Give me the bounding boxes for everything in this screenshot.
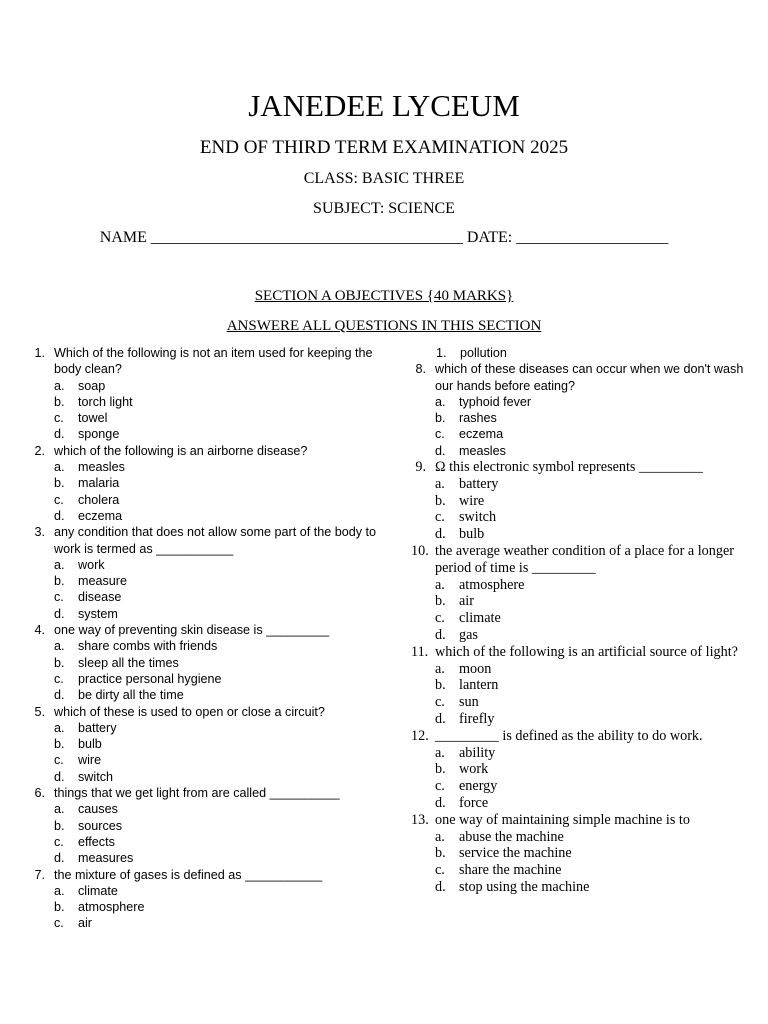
answer-option — [435, 509, 761, 526]
option-text: sources — [78, 818, 123, 833]
option-letter: b. — [435, 845, 446, 862]
option-letter: b. — [54, 394, 65, 409]
option-letter: c. — [54, 834, 64, 849]
option-text: sponge — [78, 427, 120, 442]
question-block — [30, 345, 380, 443]
question-number: 5. — [34, 704, 45, 719]
option-text: practice personal hygiene — [78, 671, 222, 686]
option-text: energy — [459, 778, 498, 795]
option-letter: d. — [54, 851, 65, 866]
option-text: causes — [78, 802, 118, 817]
option-text: measles — [78, 460, 125, 475]
question-block — [411, 361, 761, 459]
questions-left-column — [30, 345, 380, 932]
answer-option — [435, 795, 761, 812]
answer-option — [54, 394, 380, 410]
answer-option — [435, 394, 761, 410]
answer-option — [435, 778, 761, 795]
question-text: which of these is used to open or close a circuit? — [54, 704, 325, 719]
option-text: measles — [459, 443, 506, 458]
right-question-list — [411, 361, 761, 896]
answer-option — [435, 627, 761, 644]
question-number: 4. — [34, 623, 45, 638]
answer-option — [435, 829, 761, 846]
option-letter: a. — [435, 475, 445, 492]
option-letter: b. — [435, 761, 446, 778]
option-letter: b. — [54, 900, 65, 915]
option-letter: d. — [54, 508, 65, 523]
option-letter: a. — [54, 460, 65, 475]
question-text: which of the following is an airborne disease? — [54, 443, 308, 458]
option-text: eczema — [459, 427, 504, 442]
question — [30, 622, 380, 638]
question-number: 10. — [411, 543, 429, 560]
question-text: which of the following is an artificial source of light? — [435, 643, 738, 660]
question-number: 6. — [34, 786, 45, 801]
question-text: the average weather condition of a place for a longer period of time is _________ — [435, 543, 734, 576]
question — [30, 867, 380, 883]
item-text: pollution — [460, 346, 507, 360]
option-letter: d. — [54, 688, 65, 703]
question-text: Which of the following is not an item used for keeping the body clean? — [54, 346, 373, 377]
answer-option — [54, 638, 380, 654]
question-text: things that we get light from are called __________ — [54, 786, 340, 801]
option-letter: a. — [54, 557, 65, 572]
option-text: sun — [459, 694, 479, 711]
option-letter: b. — [435, 492, 446, 509]
answer-option — [54, 850, 380, 866]
option-letter: c. — [54, 753, 64, 768]
option-text: climate — [459, 610, 501, 627]
option-letter: c. — [54, 916, 64, 931]
answer-option — [54, 410, 380, 426]
option-letter: d. — [435, 526, 446, 543]
question-block — [30, 443, 380, 524]
question-block — [411, 459, 761, 543]
question-number: 8. — [415, 362, 426, 377]
question-block — [30, 785, 380, 866]
answer-option — [54, 915, 380, 931]
option-letter: b. — [54, 655, 65, 670]
question-number: 7. — [34, 867, 45, 882]
question — [30, 785, 380, 801]
option-text: system — [78, 606, 118, 621]
question-text: one way of maintaining simple machine is to — [435, 811, 690, 828]
question-number: 13. — [411, 811, 429, 828]
option-letter: a. — [435, 660, 445, 677]
answer-option — [54, 606, 380, 622]
option-text: battery — [78, 720, 117, 735]
answer-option — [54, 378, 380, 394]
answer-option — [435, 426, 761, 442]
option-letter: b. — [54, 574, 65, 589]
option-letter: c. — [54, 671, 64, 686]
item-number: 1. — [436, 346, 447, 360]
option-text: wire — [459, 492, 485, 509]
question-number: 3. — [34, 525, 45, 540]
option-text: air — [78, 916, 92, 931]
option-text: measure — [78, 574, 127, 589]
exam-title: END OF THIRD TERM EXAMINATION 2025 — [199, 137, 569, 158]
answer-option — [54, 655, 380, 671]
option-letter: d. — [54, 769, 65, 784]
option-letter: a. — [54, 378, 65, 393]
option-text: lantern — [459, 677, 499, 694]
option-text: rashes — [459, 411, 497, 426]
answer-option — [435, 410, 761, 426]
answer-option — [435, 677, 761, 694]
answer-option — [54, 818, 380, 834]
option-letter: c. — [435, 694, 445, 711]
option-letter: c. — [54, 590, 64, 605]
question-text: which of these diseases can occur when we don't wash our hands before eating? — [435, 362, 744, 393]
option-letter: a. — [435, 744, 445, 761]
question-block — [411, 812, 761, 896]
question — [30, 524, 380, 557]
option-letter: b. — [435, 677, 446, 694]
option-letter: d. — [435, 627, 446, 644]
answer-option — [435, 610, 761, 627]
option-text: battery — [459, 475, 499, 492]
question — [411, 459, 761, 476]
option-text: gas — [459, 627, 478, 644]
option-text: soap — [78, 378, 106, 393]
option-letter: d. — [54, 427, 65, 442]
answer-option — [435, 711, 761, 728]
question-block — [411, 728, 761, 812]
question — [30, 704, 380, 720]
question-text: Ω this electronic symbol represents _________ — [435, 459, 703, 476]
option-letter: a. — [54, 720, 65, 735]
question — [411, 728, 761, 745]
question-block — [30, 867, 380, 932]
option-letter: b. — [435, 411, 446, 426]
option-text: firefly — [459, 711, 495, 728]
name-date-line: NAME _______________________________________ DATE: ___________________ — [99, 229, 669, 246]
option-text: typhoid fever — [459, 394, 532, 409]
answer-option — [54, 492, 380, 508]
answer-option — [54, 752, 380, 768]
option-text: share combs with friends — [78, 639, 218, 654]
question-text: the mixture of gases is defined as ___________ — [54, 867, 323, 882]
answer-option — [435, 694, 761, 711]
option-letter: b. — [54, 737, 65, 752]
question — [411, 543, 761, 577]
answer-option — [54, 834, 380, 850]
question-text: one way of preventing skin disease is _________ — [54, 623, 330, 638]
option-letter: b. — [54, 476, 65, 491]
option-text: atmosphere — [459, 576, 525, 593]
answer-option — [435, 862, 761, 879]
option-letter: c. — [54, 492, 64, 507]
option-text: stop using the machine — [459, 879, 590, 895]
answer-option — [435, 879, 761, 896]
option-letter: d. — [435, 879, 446, 895]
option-text: malaria — [78, 476, 120, 491]
answer-option — [54, 883, 380, 899]
answer-option — [435, 845, 761, 862]
school-name: JANEDEE LYCEUM — [248, 88, 520, 123]
question-text: _________ is defined as the ability to do work. — [435, 727, 703, 744]
option-letter: b. — [435, 593, 446, 610]
answer-option — [54, 475, 380, 491]
option-letter: d. — [54, 606, 65, 621]
answer-option — [54, 426, 380, 442]
option-letter: c. — [435, 862, 445, 879]
option-letter: a. — [435, 394, 446, 409]
answer-option — [54, 573, 380, 589]
option-text: service the machine — [459, 845, 572, 862]
question-number: 11. — [411, 643, 429, 660]
answer-option — [435, 761, 761, 778]
answer-option — [54, 508, 380, 524]
question-block — [30, 704, 380, 785]
option-letter: a. — [435, 576, 445, 593]
answer-option — [435, 493, 761, 510]
answer-option — [54, 671, 380, 687]
question-number: 9. — [415, 459, 426, 476]
option-letter: a. — [54, 802, 65, 817]
answer-option — [435, 593, 761, 610]
option-text: moon — [459, 660, 492, 677]
subject-label: SUBJECT: SCIENCE — [313, 200, 455, 217]
question-number: 12. — [411, 727, 429, 744]
answer-option — [54, 687, 380, 703]
option-text: bulb — [78, 737, 102, 752]
answer-option — [435, 443, 761, 459]
option-letter: b. — [54, 818, 65, 833]
question-number: 2. — [34, 443, 45, 458]
option-letter: c. — [435, 427, 445, 442]
option-text: cholera — [78, 492, 120, 507]
option-text: wire — [78, 753, 102, 768]
option-letter: c. — [435, 778, 445, 795]
option-text: air — [459, 593, 474, 610]
question-block — [411, 543, 761, 644]
option-letter: d. — [435, 443, 446, 458]
answer-option — [54, 899, 380, 915]
option-letter: a. — [54, 639, 65, 654]
question-number: 1. — [34, 346, 45, 360]
question — [411, 812, 761, 829]
question-block — [30, 622, 380, 703]
answer-option — [54, 801, 380, 817]
option-text: atmosphere — [78, 900, 145, 915]
option-text: switch — [459, 509, 497, 526]
option-text: be dirty all the time — [78, 688, 184, 703]
option-text: effects — [78, 834, 115, 849]
answer-option — [435, 661, 761, 678]
question — [30, 443, 380, 459]
option-letter: d. — [435, 711, 446, 728]
option-text: measures — [78, 851, 134, 866]
option-letter: a. — [435, 828, 445, 845]
section-title: SECTION A OBJECTIVES {40 MARKS} — [254, 288, 514, 304]
question — [411, 361, 761, 394]
option-text: torch light — [78, 394, 133, 409]
question — [411, 644, 761, 661]
question-block — [411, 644, 761, 728]
option-letter: a. — [54, 883, 65, 898]
question — [30, 345, 380, 378]
option-text: abuse the machine — [459, 828, 564, 845]
answer-option — [54, 720, 380, 736]
answer-option — [54, 557, 380, 573]
section-instruction: ANSWERE ALL QUESTIONS IN THIS SECTION — [226, 318, 542, 334]
answer-option — [435, 476, 761, 493]
answer-option — [54, 769, 380, 785]
answer-option — [435, 745, 761, 762]
option-text: sleep all the times — [78, 655, 179, 670]
option-text: eczema — [78, 508, 123, 523]
option-letter: d. — [435, 795, 446, 812]
option-text: bulb — [459, 526, 485, 543]
answer-option — [54, 589, 380, 605]
answer-option — [54, 736, 380, 752]
question-text: any condition that does not allow some part of the body to work is termed as ___________ — [54, 525, 377, 556]
option-text: disease — [78, 590, 122, 605]
option-letter: c. — [435, 509, 445, 526]
option-text: towel — [78, 411, 108, 426]
questions-right-column — [411, 345, 761, 896]
option-text: climate — [78, 883, 118, 898]
option-text: switch — [78, 769, 113, 784]
option-text: work — [78, 557, 105, 572]
class-label: CLASS: BASIC THREE — [303, 170, 465, 187]
option-letter: c. — [54, 411, 64, 426]
list-item — [411, 345, 761, 361]
answer-option — [54, 459, 380, 475]
option-text: ability — [459, 744, 496, 761]
answer-option — [435, 577, 761, 594]
option-text: work — [459, 761, 489, 778]
answer-option — [435, 526, 761, 543]
option-letter: c. — [435, 610, 445, 627]
question-block — [30, 524, 380, 622]
option-text: share the machine — [459, 862, 562, 879]
option-text: force — [459, 795, 489, 812]
